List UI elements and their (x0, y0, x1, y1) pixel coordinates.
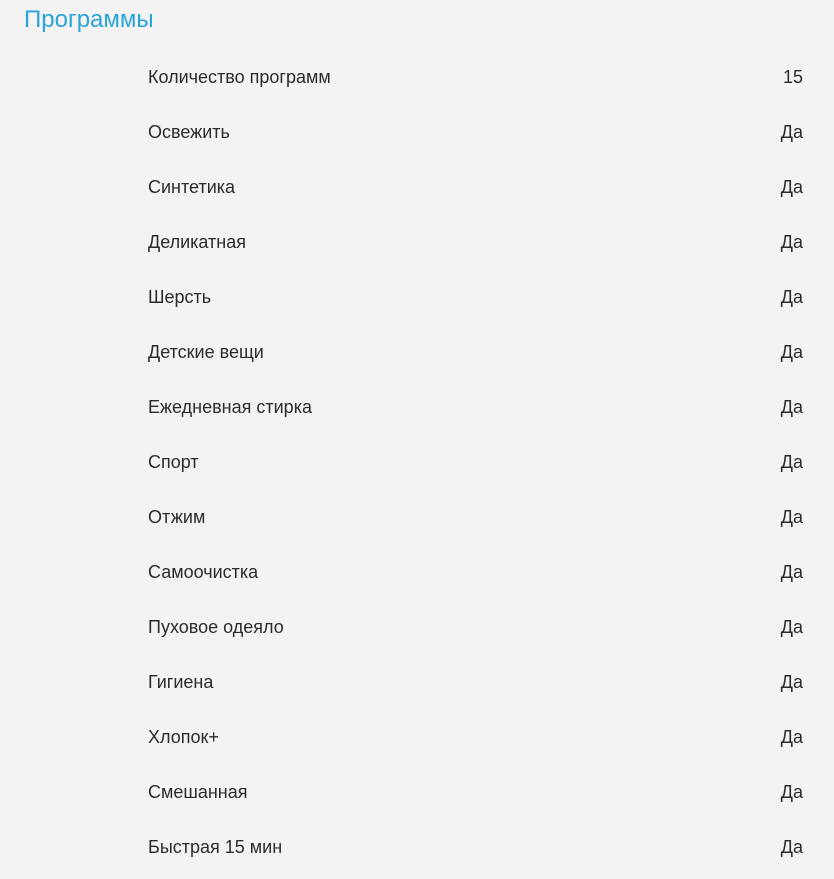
spec-label: Гигиена (148, 671, 214, 692)
spec-row-program-count (148, 49, 803, 104)
spec-label: Ежедневная стирка (148, 396, 312, 417)
spec-value: Да (780, 836, 803, 857)
spec-label: Деликатная (148, 231, 246, 252)
spec-value: Да (780, 616, 803, 637)
spec-value: Да (780, 451, 803, 472)
spec-value: Да (780, 671, 803, 692)
spec-row-sport (148, 434, 803, 489)
spec-value: Да (780, 396, 803, 417)
spec-label: Освежить (148, 121, 230, 142)
spec-value: 15 (782, 66, 803, 87)
spec-value: Да (780, 286, 803, 307)
spec-value: Да (780, 561, 803, 582)
spec-label: Детские вещи (148, 341, 264, 362)
spec-value: Да (780, 781, 803, 802)
spec-row-delicate (148, 214, 803, 269)
spec-label: Самоочистка (148, 561, 259, 582)
spec-value: Да (780, 121, 803, 142)
spec-label: Пуховое одеяло (148, 616, 284, 637)
spec-row-duvet (148, 599, 803, 654)
spec-label: Спорт (148, 451, 199, 472)
spec-value: Да (780, 341, 803, 362)
spec-value: Да (780, 506, 803, 527)
spec-list (148, 49, 803, 874)
spec-row-baby-clothes (148, 324, 803, 379)
spec-value: Да (780, 726, 803, 747)
spec-row-wool (148, 269, 803, 324)
section-title: Программы (24, 6, 154, 33)
spec-row-hygiene (148, 654, 803, 709)
spec-value: Да (780, 231, 803, 252)
spec-label: Быстрая 15 мин (148, 836, 283, 857)
spec-label: Количество программ (148, 66, 331, 87)
spec-row-synthetics (148, 159, 803, 214)
spec-label: Шерсть (148, 286, 212, 307)
spec-row-mixed (148, 764, 803, 819)
spec-row-refresh (148, 104, 803, 159)
spec-label: Хлопок+ (148, 726, 219, 747)
spec-row-quick-15 (148, 819, 803, 874)
spec-label: Синтетика (148, 176, 236, 197)
spec-value: Да (780, 176, 803, 197)
spec-row-spin (148, 489, 803, 544)
spec-row-daily-wash (148, 379, 803, 434)
spec-row-cotton-plus (148, 709, 803, 764)
spec-row-self-clean (148, 544, 803, 599)
spec-label: Смешанная (148, 781, 248, 802)
spec-label: Отжим (148, 506, 206, 527)
